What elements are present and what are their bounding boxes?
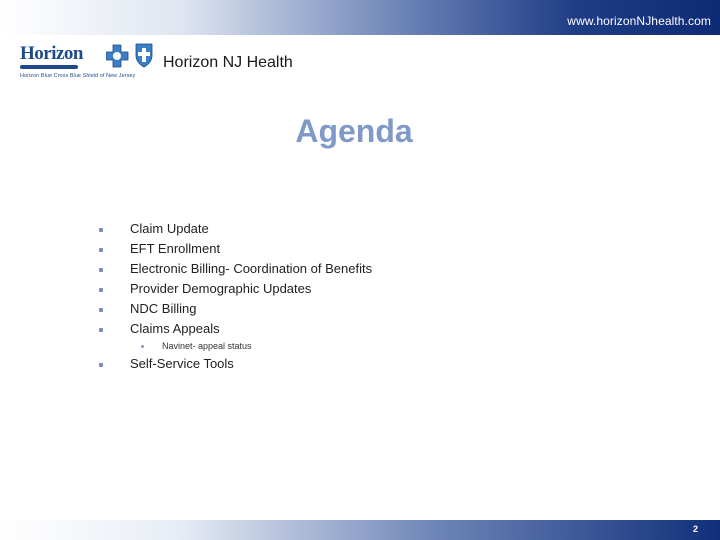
slide-title <box>0 113 720 150</box>
logo-tagline: Horizon Blue Cross Blue Shield of New Jersey <box>20 73 136 79</box>
website-url: www.horizonNJhealth.com <box>567 14 711 28</box>
bullet-icon <box>99 288 103 292</box>
slide-title-text: Agenda <box>295 113 413 149</box>
logo-swoosh <box>20 65 78 69</box>
list-item-label: Provider Demographic Updates <box>130 281 312 296</box>
list-item-label: Electronic Billing- Coordination of Benefits <box>130 261 373 276</box>
header-bar <box>0 0 720 35</box>
bullet-icon <box>99 328 103 332</box>
header-title: Horizon NJ Health <box>163 54 293 71</box>
page-number: 2 <box>692 524 698 534</box>
bullet-icon <box>99 308 103 312</box>
sub-list-item-label: Navinet- appeal status <box>162 341 252 351</box>
bullet-icon <box>99 248 103 252</box>
bullet-icon <box>99 268 103 272</box>
list-item-label: Self-Service Tools <box>130 356 234 371</box>
list-item-label: NDC Billing <box>130 301 197 316</box>
blue-cross-blue-shield-icon <box>106 42 156 70</box>
bullet-icon <box>99 363 103 367</box>
bullet-icon <box>99 228 103 232</box>
logo-wordmark: Horizon <box>20 43 83 64</box>
sub-bullet-icon <box>141 345 144 348</box>
footer-bar <box>0 520 720 540</box>
list-item-label: Claim Update <box>130 221 209 236</box>
list-item-label: Claims Appeals <box>130 321 220 336</box>
list-item-label: EFT Enrollment <box>130 241 221 256</box>
